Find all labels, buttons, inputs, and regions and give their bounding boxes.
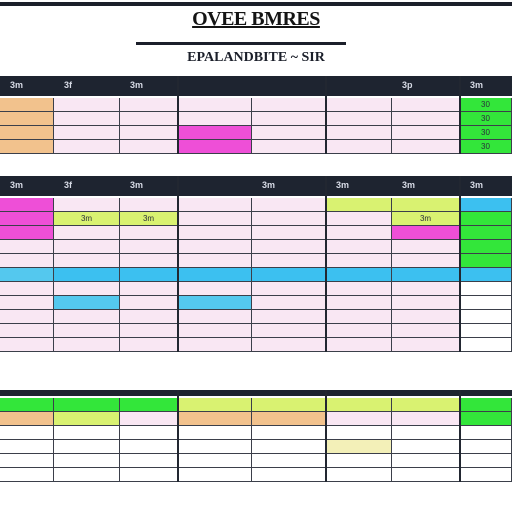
schedule-cell[interactable] (460, 268, 512, 282)
table-row (0, 268, 512, 282)
schedule-cell[interactable] (178, 468, 252, 482)
schedule-cell[interactable] (54, 454, 120, 468)
schedule-cell[interactable] (460, 240, 512, 254)
schedule-cell[interactable] (54, 226, 120, 240)
schedule-cell[interactable] (460, 454, 512, 468)
schedule-cell[interactable] (54, 282, 120, 296)
table-row (0, 310, 512, 324)
schedule-cell[interactable] (326, 296, 392, 310)
schedule-cell[interactable] (392, 398, 460, 412)
schedule-cell[interactable] (326, 398, 392, 412)
schedule-cell[interactable] (178, 112, 252, 126)
schedule-cell[interactable] (120, 282, 178, 296)
column-header: 3m (470, 80, 484, 90)
schedule-cell[interactable] (0, 126, 54, 140)
schedule-cell[interactable] (120, 324, 178, 338)
schedule-cell[interactable] (178, 282, 252, 296)
table-row (0, 426, 512, 440)
schedule-cell[interactable] (0, 282, 54, 296)
schedule-cell[interactable]: 3m (392, 212, 460, 226)
schedule-cell[interactable] (0, 212, 54, 226)
schedule-cell[interactable] (0, 98, 54, 112)
schedule-cell[interactable] (326, 412, 392, 426)
schedule-cell[interactable] (252, 282, 326, 296)
schedule-cell[interactable] (326, 310, 392, 324)
column-header: 3m (10, 80, 24, 90)
schedule-cell[interactable] (326, 324, 392, 338)
schedule-cell[interactable] (326, 198, 392, 212)
column-separator (459, 76, 461, 154)
schedule-cell[interactable] (252, 324, 326, 338)
schedule-cell[interactable] (392, 98, 460, 112)
schedule-cell[interactable] (0, 240, 54, 254)
schedule-cell[interactable] (252, 112, 326, 126)
schedule-cell[interactable] (392, 296, 460, 310)
schedule-cell[interactable] (178, 140, 252, 154)
section-divider (0, 390, 512, 396)
section-header-bar (0, 76, 512, 96)
schedule-cell[interactable] (120, 398, 178, 412)
schedule-cell[interactable] (0, 296, 54, 310)
schedule-cell[interactable] (0, 338, 54, 352)
column-separator (459, 176, 461, 352)
column-separator (459, 390, 461, 482)
table-row (0, 468, 512, 482)
schedule-cell[interactable] (178, 226, 252, 240)
table-row (0, 282, 512, 296)
schedule-cell[interactable] (0, 310, 54, 324)
schedule-cell[interactable] (252, 310, 326, 324)
schedule-cell[interactable] (120, 198, 178, 212)
schedule-cell[interactable] (392, 240, 460, 254)
schedule-cell[interactable] (54, 126, 120, 140)
schedule-cell[interactable] (178, 126, 252, 140)
schedule-cell[interactable] (392, 226, 460, 240)
schedule-cell[interactable] (120, 240, 178, 254)
schedule-cell[interactable] (178, 198, 252, 212)
schedule-cell[interactable]: 30 (460, 140, 512, 154)
schedule-cell[interactable] (0, 112, 54, 126)
schedule-cell[interactable] (54, 324, 120, 338)
top-rule (0, 2, 512, 6)
schedule-cell[interactable] (252, 398, 326, 412)
schedule-cell[interactable] (178, 98, 252, 112)
column-header: 3p (402, 80, 413, 90)
schedule-cell[interactable] (392, 454, 460, 468)
schedule-cell[interactable] (326, 240, 392, 254)
schedule-cell[interactable] (460, 254, 512, 268)
schedule-cell[interactable] (120, 338, 178, 352)
table-row (0, 254, 512, 268)
column-header: 3m (130, 180, 144, 190)
schedule-cell[interactable] (460, 426, 512, 440)
schedule-cell[interactable] (326, 468, 392, 482)
schedule-cell[interactable] (326, 338, 392, 352)
schedule-cell[interactable] (326, 98, 392, 112)
schedule-cell[interactable] (392, 324, 460, 338)
schedule-cell[interactable] (326, 126, 392, 140)
schedule-cell[interactable] (326, 112, 392, 126)
schedule-cell[interactable] (0, 468, 54, 482)
schedule-cell[interactable] (54, 398, 120, 412)
schedule-cell[interactable] (120, 440, 178, 454)
schedule-cell[interactable] (178, 254, 252, 268)
column-separator (325, 176, 327, 352)
schedule-cell[interactable] (120, 412, 178, 426)
table-row (0, 212, 512, 226)
schedule-cell[interactable] (252, 454, 326, 468)
schedule-cell[interactable] (392, 254, 460, 268)
schedule-cell[interactable] (326, 226, 392, 240)
schedule-cell[interactable] (392, 412, 460, 426)
schedule-cell[interactable] (178, 426, 252, 440)
schedule-cell[interactable] (392, 198, 460, 212)
schedule-cell[interactable] (392, 126, 460, 140)
schedule-cell[interactable] (460, 198, 512, 212)
schedule-cell[interactable] (326, 282, 392, 296)
schedule-cell[interactable] (460, 212, 512, 226)
schedule-cell[interactable] (54, 440, 120, 454)
schedule-cell[interactable] (0, 198, 54, 212)
table-row (0, 198, 512, 212)
schedule-cell[interactable] (178, 212, 252, 226)
table-row (0, 324, 512, 338)
table-row (0, 454, 512, 468)
schedule-cell[interactable]: 30 (460, 112, 512, 126)
schedule-cell[interactable] (460, 226, 512, 240)
schedule-cell[interactable] (120, 268, 178, 282)
schedule-cell[interactable] (54, 112, 120, 126)
table-row (0, 440, 512, 454)
column-separator (177, 76, 179, 154)
schedule-cell[interactable] (252, 140, 326, 154)
schedule-cell[interactable] (120, 140, 178, 154)
schedule-cell[interactable] (392, 282, 460, 296)
schedule-cell[interactable] (392, 468, 460, 482)
schedule-cell[interactable] (460, 468, 512, 482)
schedule-cell[interactable] (252, 126, 326, 140)
schedule-cell[interactable] (54, 426, 120, 440)
table-row (0, 412, 512, 426)
table-row (0, 338, 512, 352)
section-header-bar (0, 176, 512, 196)
schedule-cell[interactable] (252, 226, 326, 240)
schedule-cell[interactable] (326, 440, 392, 454)
schedule-cell[interactable] (0, 268, 54, 282)
table-row (0, 398, 512, 412)
schedule-cell[interactable] (0, 440, 54, 454)
schedule-cell[interactable] (252, 338, 326, 352)
column-separator (177, 176, 179, 352)
schedule-cell[interactable] (392, 440, 460, 454)
column-separator (325, 390, 327, 482)
schedule-cell[interactable] (326, 140, 392, 154)
schedule-cell[interactable]: 30 (460, 98, 512, 112)
column-header: 3m (470, 180, 484, 190)
schedule-cell[interactable] (252, 296, 326, 310)
schedule-cell[interactable] (0, 324, 54, 338)
schedule-cell[interactable] (178, 324, 252, 338)
schedule-cell[interactable] (54, 240, 120, 254)
schedule-cell[interactable] (120, 296, 178, 310)
schedule-cell[interactable] (392, 338, 460, 352)
schedule-cell[interactable] (178, 338, 252, 352)
schedule-cell[interactable] (392, 112, 460, 126)
schedule-cell[interactable] (252, 98, 326, 112)
schedule-cell[interactable] (54, 254, 120, 268)
schedule-cell[interactable] (326, 254, 392, 268)
schedule-cell[interactable] (0, 412, 54, 426)
schedule-cell[interactable] (54, 468, 120, 482)
schedule-cell[interactable] (120, 112, 178, 126)
table-row (0, 296, 512, 310)
schedule-cell[interactable] (0, 398, 54, 412)
schedule-cell[interactable] (326, 268, 392, 282)
schedule-cell[interactable] (120, 226, 178, 240)
schedule-cell[interactable] (120, 454, 178, 468)
schedule-cell[interactable] (252, 468, 326, 482)
schedule-cell[interactable]: 30 (460, 126, 512, 140)
schedule-cell[interactable] (392, 268, 460, 282)
schedule-cell[interactable] (252, 440, 326, 454)
column-header: 3m (402, 180, 416, 190)
schedule-cell[interactable] (178, 310, 252, 324)
schedule-cell[interactable] (54, 412, 120, 426)
schedule-cell[interactable] (326, 212, 392, 226)
schedule-cell[interactable] (120, 126, 178, 140)
schedule-cell[interactable] (460, 310, 512, 324)
schedule-cell[interactable] (178, 440, 252, 454)
table-row (0, 226, 512, 240)
schedule-cell[interactable] (392, 310, 460, 324)
schedule-cell[interactable] (120, 468, 178, 482)
schedule-cell[interactable] (54, 338, 120, 352)
schedule-cell[interactable] (460, 282, 512, 296)
column-header: 3m (10, 180, 24, 190)
column-separator (177, 390, 179, 482)
schedule-cell[interactable] (0, 140, 54, 154)
table-row (0, 98, 512, 112)
table-row (0, 112, 512, 126)
table-row (0, 140, 512, 154)
schedule-cell[interactable] (252, 426, 326, 440)
table-row (0, 126, 512, 140)
schedule-cell[interactable] (326, 426, 392, 440)
column-separator (325, 76, 327, 154)
schedule-cell[interactable] (120, 426, 178, 440)
schedule-cell[interactable] (0, 426, 54, 440)
schedule-cell[interactable] (252, 240, 326, 254)
schedule-cell[interactable] (460, 440, 512, 454)
schedule-cell[interactable] (178, 268, 252, 282)
schedule-cell[interactable] (0, 226, 54, 240)
schedule-cell[interactable] (252, 412, 326, 426)
page-title: OVEE BMRES (192, 8, 320, 30)
column-header: 3m (336, 180, 350, 190)
schedule-cell[interactable] (178, 398, 252, 412)
schedule-cell[interactable] (252, 268, 326, 282)
schedule-cell[interactable] (252, 212, 326, 226)
schedule-cell[interactable] (460, 412, 512, 426)
schedule-cell[interactable] (120, 310, 178, 324)
column-header: 3f (64, 180, 73, 190)
schedule-cell[interactable] (252, 254, 326, 268)
schedule-cell[interactable] (54, 198, 120, 212)
schedule-cell[interactable] (392, 426, 460, 440)
title-underline (136, 42, 346, 45)
schedule-cell[interactable] (0, 454, 54, 468)
schedule-cell[interactable] (460, 324, 512, 338)
schedule-cell[interactable] (392, 140, 460, 154)
schedule-cell[interactable] (178, 296, 252, 310)
schedule-cell[interactable] (460, 338, 512, 352)
schedule-cell[interactable]: 3m (54, 212, 120, 226)
schedule-cell[interactable] (178, 240, 252, 254)
schedule-cell[interactable] (54, 140, 120, 154)
schedule-cell[interactable] (54, 268, 120, 282)
schedule-cell[interactable] (178, 454, 252, 468)
schedule-cell[interactable] (54, 98, 120, 112)
schedule-cell[interactable] (178, 412, 252, 426)
column-header: 3m (130, 80, 144, 90)
column-header: 3f (64, 80, 73, 90)
schedule-cell[interactable] (120, 254, 178, 268)
schedule-cell[interactable] (326, 454, 392, 468)
schedule-cell[interactable] (252, 198, 326, 212)
schedule-cell[interactable] (54, 296, 120, 310)
schedule-cell[interactable] (120, 98, 178, 112)
schedule-cell[interactable] (460, 398, 512, 412)
schedule-cell[interactable] (0, 254, 54, 268)
schedule-cell[interactable] (460, 296, 512, 310)
schedule-cell[interactable]: 3m (120, 212, 178, 226)
table-row (0, 240, 512, 254)
page-subtitle: EPALANDBITE ~ SIR (187, 50, 325, 65)
column-header: 3m (262, 180, 276, 190)
schedule-cell[interactable] (54, 310, 120, 324)
